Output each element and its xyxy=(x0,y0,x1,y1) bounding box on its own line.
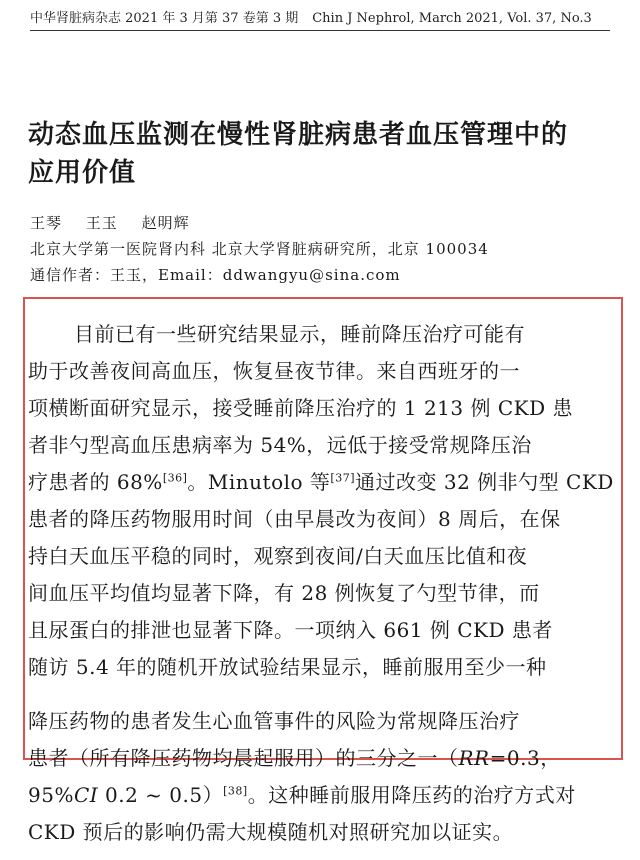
correspondence: 通信作者：王玉，Email：ddwangyu@sina.com xyxy=(30,266,401,284)
body-text: 通过改变 32 例非勺型 CKD xyxy=(355,470,614,494)
body-line: 随访 5.4 年的随机开放试验结果显示，睡前服用至少一种 xyxy=(28,655,547,679)
journal-header xyxy=(30,7,610,31)
author-1: 王琴 xyxy=(30,214,63,232)
body-line: 项横断面研究显示，接受睡前降压治疗的 1 213 例 CKD 患 xyxy=(28,396,573,420)
body-line xyxy=(28,779,576,808)
citation-37[interactable]: [37] xyxy=(330,471,356,485)
ci-symbol: CI xyxy=(73,783,99,807)
body-line: 目前已有一些研究结果显示，睡前降压治疗可能有 xyxy=(74,322,525,346)
body-line xyxy=(28,742,561,771)
body-text: 疗患者的 68% xyxy=(28,470,163,494)
body-line: 且尿蛋白的排泄也显著下降。一项纳入 661 例 CKD 患者 xyxy=(28,618,553,642)
body-line: 间血压平均值均显著下降，有 28 例恢复了勺型节律，而 xyxy=(28,581,540,605)
author-2: 王玉 xyxy=(85,214,118,232)
author-3: 赵明辉 xyxy=(141,214,190,232)
body-text: =0.3， xyxy=(489,746,561,770)
citation-38[interactable]: [38] xyxy=(223,784,248,798)
journal-header-cn: 中华肾脏病杂志 2021 年 3 月第 37 卷第 3 期 xyxy=(30,11,299,26)
author-list xyxy=(30,212,208,233)
body-line xyxy=(28,466,614,495)
journal-header-en: Chin J Nephrol, March 2021, Vol. 37, No.3 xyxy=(312,11,592,26)
body-line: 患者的降压药物服用时间（由早晨改为夜间）8 周后，在保 xyxy=(28,507,561,531)
body-line: 者非勺型高血压患病率为 54%，远低于接受常规降压治 xyxy=(28,433,532,457)
article-title xyxy=(28,116,618,192)
body-line: 降压药物的患者发生心血管事件的风险为常规降压治疗 xyxy=(28,709,520,733)
rr-symbol: RR xyxy=(458,746,490,770)
body-line: 助于改善夜间高血压，恢复昼夜节律。来自西班牙的一 xyxy=(28,359,520,383)
citation-36[interactable]: [36] xyxy=(162,471,188,485)
body-text: 。Minutolo 等 xyxy=(187,470,331,494)
body-line: CKD 预后的影响仍需大规模随机对照研究加以证实。 xyxy=(28,820,514,844)
body-text: 。这种睡前服用降压药的治疗方式对 xyxy=(247,783,576,807)
body-text: 0.2 ~ 0.5） xyxy=(98,783,224,807)
body-text: 患者（所有降压药物均晨起服用）的三分之一（ xyxy=(28,746,459,770)
title-line-1: 动态血压监测在慢性肾脏病患者血压管理中的 xyxy=(28,120,569,150)
body-text: 95% xyxy=(28,783,74,807)
body-line: 持白天血压平稳的同时，观察到夜间/白天血压比值和夜 xyxy=(28,544,528,568)
affiliation: 北京大学第一医院肾内科 北京大学肾脏病研究所，北京 100034 xyxy=(30,240,489,258)
title-line-2: 应用价值 xyxy=(28,158,137,188)
